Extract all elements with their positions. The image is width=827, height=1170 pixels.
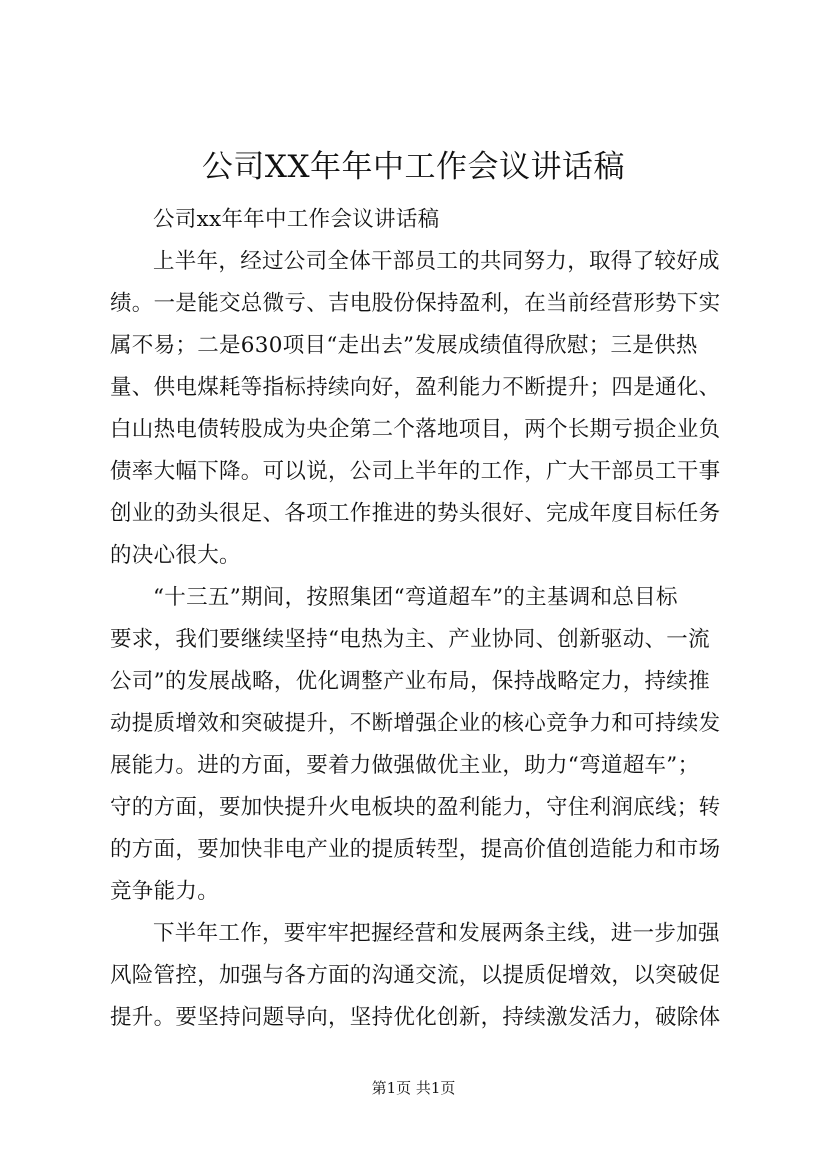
paragraph-line: 量、供电煤耗等指标持续向好，盈利能力不断提升；四是通化、 [110, 375, 721, 400]
paragraph-line: 属不易；二是630项目“走出去”发展成绩值得欣慰；三是供热 [110, 333, 698, 358]
paragraph-line: 展能力。进的方面，要着力做强做优主业，助力“弯道超车”； [110, 753, 700, 778]
paragraph-line: 下半年工作，要牢牢把握经营和发展两条主线，进一步加强 [153, 921, 720, 946]
paragraph-line: 白山热电债转股成为央企第二个落地项目，两个长期亏损企业负 [110, 417, 721, 442]
paragraph-line: 的决心很大。 [110, 543, 241, 568]
paragraph-line: “十三五”期间，按照集团“弯道超车”的主基调和总目标 [153, 585, 678, 610]
paragraph-line: 守的方面，要加快提升火电板块的盈利能力，守住利润底线；转 [110, 795, 721, 820]
paragraph-line: 竞争能力。 [110, 879, 220, 904]
subtitle-line: 公司xx年年中工作会议讲话稿 [153, 207, 440, 232]
paragraph-line: 债率大幅下降。可以说，公司上半年的工作，广大干部员工干事 [110, 459, 721, 484]
paragraph-line: 公司”的发展战略，优化调整产业布局，保持战略定力，持续推 [110, 669, 710, 694]
paragraph-line: 提升。要坚持问题导向，坚持优化创新，持续激发活力，破除体 [110, 1005, 721, 1030]
paragraph-line: 创业的劲头很足、各项工作推进的势头很好、完成年度目标任务 [110, 501, 721, 526]
paragraph-line: 要求，我们要继续坚持“电热为主、产业协同、创新驱动、一流 [110, 627, 710, 652]
paragraph-line: 的方面，要加快非电产业的提质转型，提高价值创造能力和市场 [110, 837, 721, 862]
paragraph-line: 动提质增效和突破提升，不断增强企业的核心竞争力和可持续发 [110, 711, 721, 736]
document-title: 公司XX年年中工作会议讲话稿 [201, 149, 626, 185]
paragraph-line: 风险管控，加强与各方面的沟通交流，以提质促增效，以突破促 [110, 963, 721, 988]
page-footer: 第1页 共1页 [371, 1079, 456, 1097]
paragraph-line: 绩。一是能交总微亏、吉电股份保持盈利，在当前经营形势下实 [110, 291, 721, 316]
document-body [110, 199, 730, 1039]
paragraph-line: 上半年，经过公司全体干部员工的共同努力，取得了较好成 [153, 249, 720, 274]
